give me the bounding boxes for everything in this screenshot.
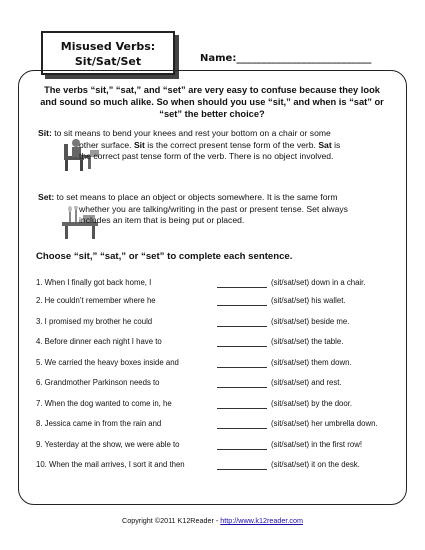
set-definition-line-2: whether you are talking/writing in the past or present tense. Set always bbox=[79, 203, 348, 214]
question-row bbox=[36, 378, 406, 392]
sit-bold: Sit bbox=[133, 139, 145, 150]
question-choices: (sit/sat/set) his wallet. bbox=[271, 296, 346, 305]
sat-bold: Sat bbox=[318, 139, 332, 150]
answer-blank[interactable] bbox=[217, 449, 267, 450]
question-choices: (sit/sat/set) by the door. bbox=[271, 399, 353, 408]
question-text: 9. Yesterday at the show, we were able to bbox=[36, 440, 180, 449]
answer-blank[interactable] bbox=[217, 367, 267, 368]
question-text: 1. When I finally got back home, I bbox=[36, 278, 152, 287]
question-choices: (sit/sat/set) it on the desk. bbox=[271, 460, 360, 469]
answer-blank[interactable] bbox=[217, 428, 267, 429]
question-choices: (sit/sat/set) the table. bbox=[271, 337, 344, 346]
question-text: 3. I promised my brother he could bbox=[36, 317, 153, 326]
question-row bbox=[36, 358, 406, 372]
question-text: 7. When the dog wanted to come in, he bbox=[36, 399, 172, 408]
question-choices: (sit/sat/set) down in a chair. bbox=[271, 278, 366, 287]
question-text: 4. Before dinner each night I have to bbox=[36, 337, 162, 346]
question-text: 8. Jessica came in from the rain and bbox=[36, 419, 162, 428]
question-row bbox=[36, 419, 406, 433]
answer-blank[interactable] bbox=[217, 469, 267, 470]
instructions: Choose “sit,” “sat,” or “set” to complete each sentence. bbox=[36, 251, 293, 262]
worksheet-title bbox=[41, 31, 175, 75]
title-line-1: Misused Verbs: bbox=[60, 40, 156, 53]
question-row bbox=[36, 317, 406, 331]
k12reader-link[interactable]: http://www.k12reader.com bbox=[220, 516, 303, 525]
question-row bbox=[36, 460, 406, 474]
sit-definition-line-2b: is the correct present tense form of the verb. bbox=[144, 139, 319, 150]
sit-definition bbox=[38, 128, 388, 163]
question-text: 10. When the mail arrives, I sort it and then bbox=[36, 460, 185, 469]
question-choices: (sit/sat/set) and rest. bbox=[271, 378, 342, 387]
answer-blank[interactable] bbox=[217, 305, 267, 306]
sit-definition-line-2c: is bbox=[331, 139, 341, 150]
question-row bbox=[36, 440, 406, 454]
sit-definition-line-2a: other surface. bbox=[79, 139, 134, 150]
question-row bbox=[36, 337, 406, 351]
question-row bbox=[36, 399, 406, 413]
answer-blank[interactable] bbox=[217, 326, 267, 327]
sit-definition-line-3: the correct past tense form of the verb. There is no object involved. bbox=[79, 151, 334, 161]
copyright-text: Copyright ©2011 K12Reader - bbox=[122, 516, 221, 525]
question-text: 6. Grandmother Parkinson needs to bbox=[36, 378, 160, 387]
question-choices: (sit/sat/set) in the first row! bbox=[271, 440, 362, 449]
set-term: Set: bbox=[38, 192, 55, 202]
answer-blank[interactable] bbox=[217, 387, 267, 388]
sit-term: Sit: bbox=[38, 128, 52, 138]
copyright-footer bbox=[0, 516, 425, 525]
intro-paragraph: The verbs “sit,” “sat,” and “set” are very easy to confuse because they look and sound so much alike. So when should you use “sit,” and when is “sat” or “set” the better choice? bbox=[40, 85, 384, 119]
set-definition bbox=[38, 192, 388, 227]
question-row bbox=[36, 278, 406, 292]
set-definition-line-1: to set means to place an object or objects somewhere. It is the same form bbox=[54, 192, 338, 202]
question-text: 2. He couldn’t remember where he bbox=[36, 296, 156, 305]
answer-blank[interactable] bbox=[217, 346, 267, 347]
question-choices: (sit/sat/set) her umbrella down. bbox=[271, 419, 378, 428]
answer-blank[interactable] bbox=[217, 408, 267, 409]
question-choices: (sit/sat/set) beside me. bbox=[271, 317, 350, 326]
question-row bbox=[36, 296, 406, 310]
title-line-2: Sit/Sat/Set bbox=[74, 55, 142, 68]
name-field-label: Name:___________________________ bbox=[200, 53, 372, 64]
answer-blank[interactable] bbox=[217, 287, 267, 288]
sit-definition-line-1: to sit means to bend your knees and rest your bottom on a chair or some bbox=[51, 128, 331, 138]
set-definition-line-3: includes an item that is being put or placed. bbox=[79, 215, 245, 225]
question-choices: (sit/sat/set) them down. bbox=[271, 358, 352, 367]
question-text: 5. We carried the heavy boxes inside and bbox=[36, 358, 179, 367]
